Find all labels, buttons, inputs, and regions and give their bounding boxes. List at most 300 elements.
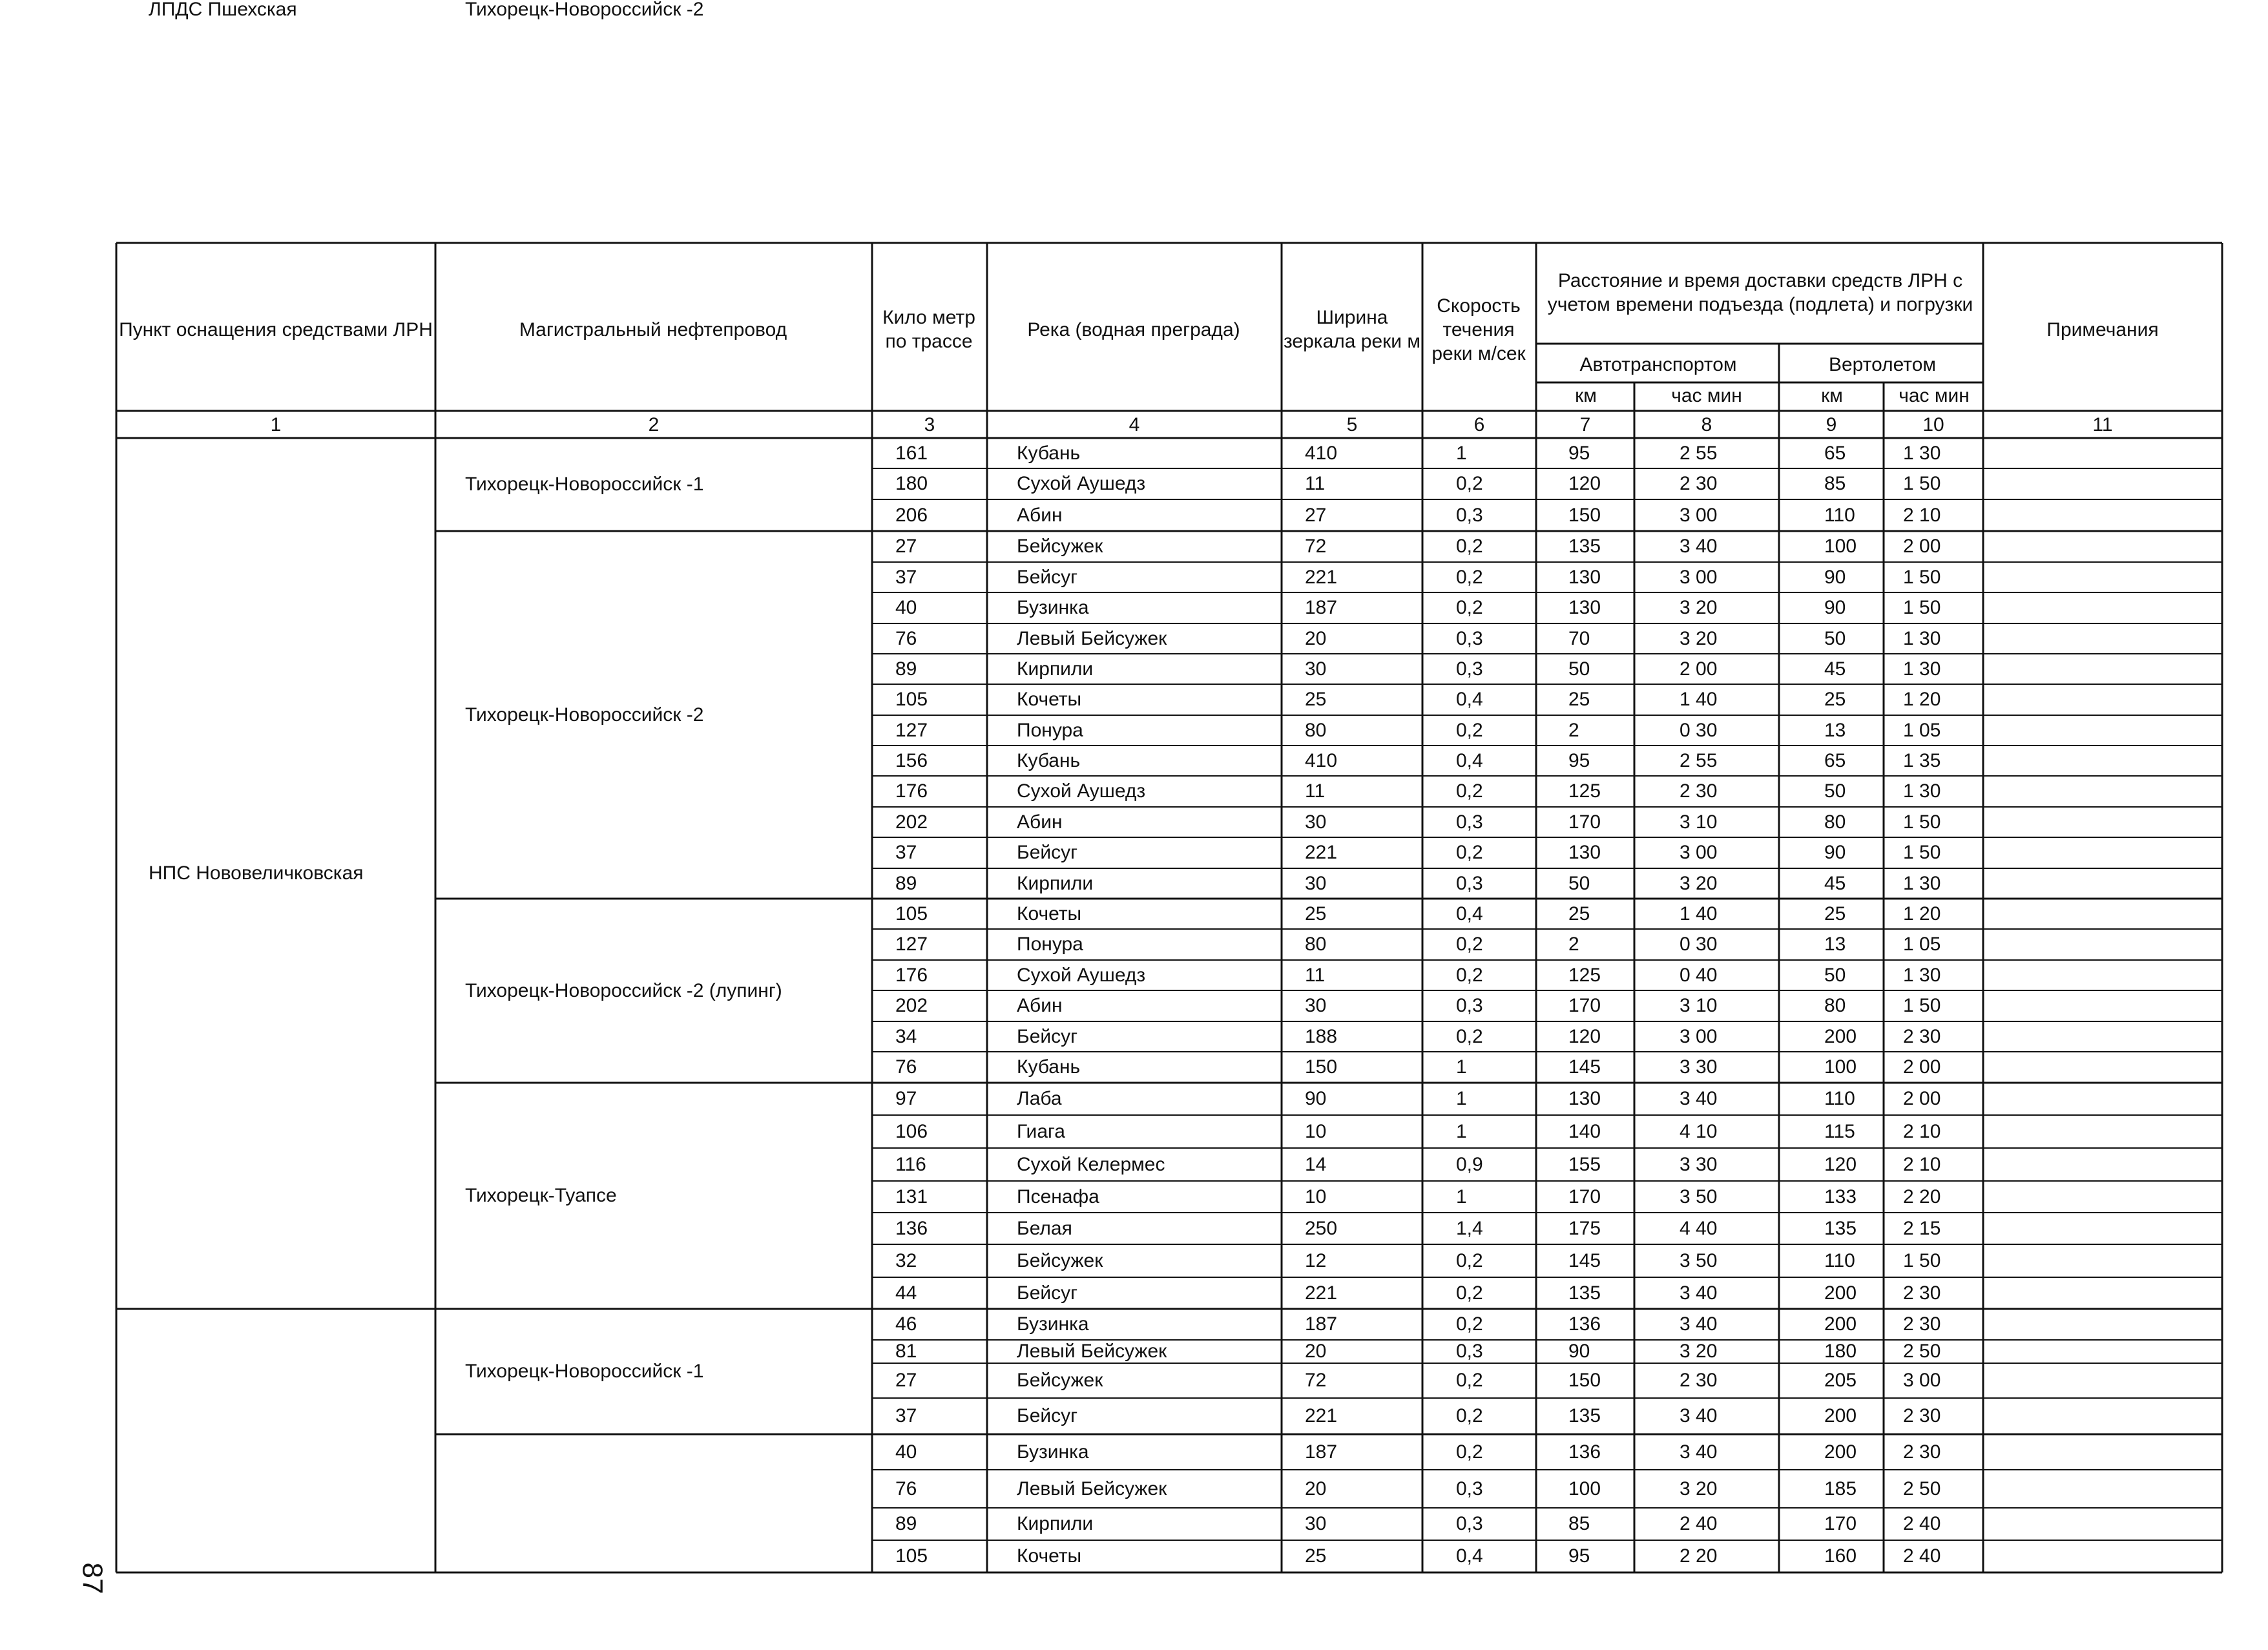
cell-kilometer: 32: [895, 1249, 917, 1271]
cell-time-heli: 2 30: [1903, 1282, 1941, 1304]
cell-time-auto: 2 30: [1680, 473, 1718, 494]
cell-width: 27: [1305, 504, 1327, 526]
cell-speed: 1: [1456, 1120, 1467, 1142]
cell-km-auto: 135: [1568, 1405, 1601, 1426]
cell-width: 25: [1305, 689, 1327, 710]
cell-river: Белая: [1017, 1217, 1072, 1239]
cell-kilometer: 180: [895, 473, 928, 494]
column-number: 1: [270, 413, 282, 435]
cell-kilometer: 76: [895, 627, 917, 649]
cell-time-auto: 3 20: [1680, 627, 1718, 649]
cell-time-auto: 3 40: [1680, 536, 1718, 557]
cell-km-auto: 150: [1568, 504, 1601, 526]
cell-time-heli: 1 20: [1903, 903, 1941, 924]
cell-time-heli: 2 15: [1903, 1217, 1941, 1239]
cell-time-heli: 1 05: [1903, 719, 1941, 741]
cell-width: 14: [1305, 1153, 1327, 1175]
cell-width: 221: [1305, 842, 1338, 863]
cell-km-heli: 200: [1824, 1441, 1857, 1463]
cell-km-heli: 180: [1824, 1341, 1857, 1362]
column-number: 11: [2092, 413, 2113, 435]
cell-width: 30: [1305, 1513, 1327, 1534]
cell-time-heli: 2 10: [1903, 504, 1941, 526]
pipeline-name: Тихорецк-Новороссийск -2 (лупинг): [465, 979, 782, 1001]
cell-kilometer: 156: [895, 749, 928, 771]
cell-time-heli: 1 05: [1903, 934, 1941, 955]
cell-kilometer: 202: [895, 995, 928, 1016]
cell-width: 187: [1305, 597, 1338, 618]
header-km-auto: км: [1575, 384, 1597, 406]
cell-kilometer: 136: [895, 1217, 928, 1239]
cell-km-heli: 13: [1824, 719, 1846, 741]
column-number: 7: [1579, 413, 1591, 435]
cell-time-heli: 1 30: [1903, 872, 1941, 894]
cell-km-auto: 135: [1568, 536, 1601, 557]
header-river: Река (водная преграда): [1027, 319, 1240, 340]
cell-river: Понура: [1017, 719, 1083, 741]
cell-km-heli: 133: [1824, 1185, 1857, 1207]
cell-width: 188: [1305, 1025, 1338, 1047]
cell-kilometer: 27: [895, 1370, 917, 1391]
cell-river: Понура: [1017, 934, 1083, 955]
pipeline-name: Тихорецк-Новороссийск -1: [465, 474, 704, 495]
station-name: ЛПДС Пшехская: [149, 0, 297, 20]
cell-time-auto: 3 40: [1680, 1088, 1718, 1109]
cell-km-auto: 50: [1568, 872, 1590, 894]
cell-river: Кочеты: [1017, 1545, 1082, 1567]
cell-time-heli: 1 50: [1903, 842, 1941, 863]
cell-time-heli: 1 50: [1903, 811, 1941, 833]
cell-time-heli: 1 30: [1903, 780, 1941, 802]
cell-time-heli: 1 30: [1903, 627, 1941, 649]
cell-km-auto: 120: [1568, 473, 1601, 494]
cell-kilometer: 40: [895, 597, 917, 618]
cell-width: 410: [1305, 749, 1338, 771]
cell-kilometer: 127: [895, 719, 928, 741]
cell-width: 80: [1305, 719, 1327, 741]
cell-km-heli: 200: [1824, 1025, 1857, 1047]
cell-time-auto: 3 20: [1680, 1478, 1718, 1499]
cell-width: 221: [1305, 1405, 1338, 1426]
pipeline-name: Тихорецк-Новороссийск -1: [465, 1361, 704, 1382]
cell-time-heli: 2 00: [1903, 536, 1941, 557]
cell-speed: 0,9: [1456, 1153, 1483, 1175]
cell-width: 25: [1305, 1545, 1327, 1567]
cell-km-auto: 125: [1568, 964, 1601, 986]
cell-km-heli: 100: [1824, 536, 1857, 557]
header-time-heli: час мин: [1899, 384, 1970, 406]
cell-river: Кирпили: [1017, 658, 1094, 680]
cell-kilometer: 161: [895, 442, 928, 464]
cell-width: 25: [1305, 903, 1327, 924]
cell-time-auto: 3 30: [1680, 1153, 1718, 1175]
cell-time-heli: 2 50: [1903, 1478, 1941, 1499]
pipeline-name: Тихорецк-Новороссийск -2: [465, 704, 704, 726]
cell-km-auto: 70: [1568, 627, 1590, 649]
cell-time-auto: 2 40: [1680, 1513, 1718, 1534]
cell-km-heli: 100: [1824, 1056, 1857, 1078]
cell-time-auto: 0 30: [1680, 719, 1718, 741]
cell-width: 12: [1305, 1249, 1327, 1271]
cell-speed: 0,3: [1456, 658, 1483, 680]
cell-speed: 0,2: [1456, 473, 1483, 494]
cell-speed: 1: [1456, 1088, 1467, 1109]
cell-time-auto: 3 10: [1680, 811, 1718, 833]
cell-kilometer: 105: [895, 689, 928, 710]
column-number: 4: [1129, 413, 1140, 435]
cell-kilometer: 106: [895, 1120, 928, 1142]
cell-km-auto: 145: [1568, 1249, 1601, 1271]
cell-river: Кубань: [1017, 1056, 1081, 1078]
cell-speed: 0,3: [1456, 995, 1483, 1016]
cell-km-heli: 45: [1824, 658, 1846, 680]
cell-km-auto: 170: [1568, 811, 1601, 833]
cell-time-auto: 3 20: [1680, 872, 1718, 894]
cell-time-auto: 3 30: [1680, 1056, 1718, 1078]
cell-speed: 0,3: [1456, 1341, 1483, 1362]
cell-width: 20: [1305, 1478, 1327, 1499]
cell-width: 187: [1305, 1441, 1338, 1463]
header-station: Пункт оснащения средствами ЛРН: [119, 319, 433, 340]
cell-river: Бейсуг: [1017, 842, 1078, 863]
cell-km-auto: 120: [1568, 1025, 1601, 1047]
pipeline-name: Тихорецк-Туапсе: [465, 1185, 617, 1206]
cell-river: Бейсуг: [1017, 1405, 1078, 1426]
cell-km-heli: 80: [1824, 811, 1846, 833]
cell-km-heli: 50: [1824, 627, 1846, 649]
cell-kilometer: 89: [895, 872, 917, 894]
cell-km-heli: 170: [1824, 1513, 1857, 1534]
cell-kilometer: 44: [895, 1282, 917, 1304]
cell-speed: 0,4: [1456, 1545, 1483, 1567]
cell-time-auto: 3 00: [1680, 842, 1718, 863]
cell-km-heli: 120: [1824, 1153, 1857, 1175]
cell-river: Бузинка: [1017, 1441, 1089, 1463]
cell-speed: 0,4: [1456, 749, 1483, 771]
cell-time-heli: 2 30: [1903, 1405, 1941, 1426]
cell-width: 150: [1305, 1056, 1338, 1078]
header-speed: Скорость течения реки м/сек: [1431, 295, 1526, 364]
column-number: 3: [924, 413, 935, 435]
cell-river: Бейсуг: [1017, 1025, 1078, 1047]
cell-km-auto: 130: [1568, 597, 1601, 618]
cell-km-auto: 136: [1568, 1313, 1601, 1335]
header-km-heli: км: [1821, 384, 1843, 406]
cell-kilometer: 37: [895, 566, 917, 588]
cell-time-heli: 1 50: [1903, 1249, 1941, 1271]
page-number: 87: [76, 1562, 109, 1594]
cell-km-heli: 200: [1824, 1405, 1857, 1426]
cell-time-auto: 2 30: [1680, 780, 1718, 802]
cell-km-heli: 25: [1824, 903, 1846, 924]
cell-kilometer: 105: [895, 1545, 928, 1567]
pipeline-name: Тихорецк-Новороссийск -2: [465, 0, 704, 20]
cell-speed: 0,4: [1456, 689, 1483, 710]
column-number: 5: [1346, 413, 1358, 435]
cell-time-auto: 2 55: [1680, 749, 1718, 771]
cell-time-auto: 4 40: [1680, 1217, 1718, 1239]
cell-width: 11: [1305, 964, 1326, 986]
cell-kilometer: 27: [895, 536, 917, 557]
cell-speed: 0,2: [1456, 719, 1483, 741]
cell-time-auto: 3 20: [1680, 597, 1718, 618]
cell-kilometer: 81: [895, 1341, 917, 1362]
cell-river: Сухой Аушедз: [1017, 780, 1146, 802]
column-number: 9: [1826, 413, 1837, 435]
cell-kilometer: 206: [895, 504, 928, 526]
cell-km-heli: 85: [1824, 473, 1846, 494]
cell-km-heli: 200: [1824, 1313, 1857, 1335]
cell-km-heli: 90: [1824, 597, 1846, 618]
cell-km-auto: 150: [1568, 1370, 1601, 1391]
cell-kilometer: 176: [895, 780, 928, 802]
cell-kilometer: 116: [895, 1153, 926, 1175]
cell-speed: 0,2: [1456, 964, 1483, 986]
cell-km-auto: 125: [1568, 780, 1601, 802]
cell-speed: 0,2: [1456, 597, 1483, 618]
cell-kilometer: 105: [895, 903, 928, 924]
cell-km-heli: 110: [1824, 504, 1855, 526]
cell-river: Кочеты: [1017, 689, 1082, 710]
cell-time-heli: 2 40: [1903, 1513, 1941, 1534]
station-name: НПС Нововеличковская: [149, 862, 364, 884]
cell-km-heli: 50: [1824, 780, 1846, 802]
cell-kilometer: 202: [895, 811, 928, 833]
cell-km-heli: 65: [1824, 749, 1846, 771]
cell-width: 11: [1305, 780, 1326, 802]
cell-time-heli: 1 50: [1903, 566, 1941, 588]
cell-width: 72: [1305, 1370, 1327, 1391]
cell-river: Лаба: [1017, 1088, 1062, 1109]
cell-km-heli: 110: [1824, 1088, 1855, 1109]
column-number: 6: [1473, 413, 1485, 435]
cell-width: 221: [1305, 1282, 1338, 1304]
column-number: 10: [1922, 413, 1944, 435]
cell-km-auto: 155: [1568, 1153, 1601, 1175]
cell-km-auto: 95: [1568, 1545, 1590, 1567]
cell-km-heli: 115: [1824, 1120, 1855, 1142]
cell-km-heli: 135: [1824, 1217, 1857, 1239]
cell-speed: 0,2: [1456, 1370, 1483, 1391]
cell-speed: 0,2: [1456, 1282, 1483, 1304]
header-delivery-group: Расстояние и время доставки средств ЛРН с учетом времени подъезда (подлета) и погрузки: [1547, 270, 1973, 315]
cell-speed: 0,2: [1456, 1313, 1483, 1335]
header-notes: Примечания: [2046, 319, 2159, 340]
cell-width: 20: [1305, 627, 1327, 649]
cell-time-heli: 2 50: [1903, 1341, 1941, 1362]
cell-width: 20: [1305, 1341, 1327, 1362]
cell-river: Бузинка: [1017, 1313, 1089, 1335]
cell-river: Кубань: [1017, 442, 1081, 464]
cell-width: 30: [1305, 995, 1327, 1016]
cell-km-auto: 140: [1568, 1120, 1601, 1142]
cell-river: Бейсуг: [1017, 1282, 1078, 1304]
cell-km-heli: 90: [1824, 842, 1846, 863]
cell-speed: 1,4: [1456, 1217, 1483, 1239]
cell-time-auto: 1 40: [1680, 689, 1718, 710]
cell-km-auto: 2: [1568, 719, 1579, 741]
cell-kilometer: 127: [895, 934, 928, 955]
cell-km-auto: 136: [1568, 1441, 1601, 1463]
cell-time-heli: 3 00: [1903, 1370, 1941, 1391]
cell-river: Кирпили: [1017, 1513, 1094, 1534]
cell-kilometer: 46: [895, 1313, 917, 1335]
cell-kilometer: 37: [895, 842, 917, 863]
cell-time-auto: 3 10: [1680, 995, 1718, 1016]
cell-speed: 0,2: [1456, 1441, 1483, 1463]
cell-time-auto: 3 50: [1680, 1249, 1718, 1271]
cell-time-auto: 3 50: [1680, 1185, 1718, 1207]
cell-km-heli: 45: [1824, 872, 1846, 894]
cell-kilometer: 89: [895, 1513, 917, 1534]
cell-kilometer: 97: [895, 1088, 917, 1109]
cell-time-heli: 1 50: [1903, 995, 1941, 1016]
cell-time-auto: 3 00: [1680, 1025, 1718, 1047]
header-width: Ширина зеркала реки м: [1284, 307, 1420, 352]
cell-speed: 0,2: [1456, 536, 1483, 557]
cell-time-heli: 1 50: [1903, 473, 1941, 494]
cell-time-auto: 3 40: [1680, 1313, 1718, 1335]
cell-time-heli: 2 20: [1903, 1185, 1941, 1207]
cell-river: Бейсужек: [1017, 1249, 1103, 1271]
header-auto: Автотранспортом: [1579, 353, 1737, 375]
cell-speed: 0,2: [1456, 1249, 1483, 1271]
cell-km-auto: 95: [1568, 749, 1590, 771]
cell-width: 187: [1305, 1313, 1338, 1335]
cell-time-heli: 2 00: [1903, 1056, 1941, 1078]
cell-river: Сухой Келермес: [1017, 1153, 1165, 1175]
cell-river: Левый Бейсужек: [1017, 1478, 1167, 1499]
cell-width: 250: [1305, 1217, 1338, 1239]
cell-km-auto: 90: [1568, 1341, 1590, 1362]
cell-time-heli: 1 20: [1903, 689, 1941, 710]
cell-speed: 0,2: [1456, 780, 1483, 802]
cell-river: Сухой Аушедз: [1017, 964, 1146, 986]
cell-km-heli: 200: [1824, 1282, 1857, 1304]
cell-time-auto: 2 30: [1680, 1370, 1718, 1391]
cell-km-heli: 160: [1824, 1545, 1857, 1567]
cell-width: 30: [1305, 658, 1327, 680]
cell-river: Гиага: [1017, 1120, 1065, 1142]
cell-time-heli: 2 10: [1903, 1153, 1941, 1175]
cell-speed: 0,3: [1456, 872, 1483, 894]
cell-speed: 1: [1456, 442, 1467, 464]
cell-time-heli: 2 30: [1903, 1025, 1941, 1047]
cell-time-auto: 0 40: [1680, 964, 1718, 986]
cell-time-auto: 0 30: [1680, 934, 1718, 955]
cell-km-heli: 110: [1824, 1249, 1855, 1271]
cell-speed: 0,3: [1456, 1478, 1483, 1499]
cell-river: Сухой Аушедз: [1017, 473, 1146, 494]
cell-speed: 0,2: [1456, 1025, 1483, 1047]
cell-river: Абин: [1017, 811, 1063, 833]
cell-speed: 0,3: [1456, 1513, 1483, 1534]
cell-km-heli: 185: [1824, 1478, 1857, 1499]
cell-time-heli: 1 35: [1903, 749, 1941, 771]
cell-time-auto: 3 40: [1680, 1441, 1718, 1463]
cell-time-auto: 3 20: [1680, 1341, 1718, 1362]
cell-time-heli: 2 30: [1903, 1313, 1941, 1335]
cell-speed: 0,2: [1456, 1405, 1483, 1426]
cell-km-auto: 145: [1568, 1056, 1601, 1078]
cell-river: Абин: [1017, 504, 1063, 526]
cell-km-auto: 170: [1568, 995, 1601, 1016]
cell-km-auto: 130: [1568, 1088, 1601, 1109]
cell-river: Левый Бейсужек: [1017, 627, 1167, 649]
cell-time-heli: 2 40: [1903, 1545, 1941, 1567]
column-number: 2: [648, 413, 660, 435]
cell-time-auto: 2 55: [1680, 442, 1718, 464]
cell-km-heli: 25: [1824, 689, 1846, 710]
cell-river: Кочеты: [1017, 903, 1082, 924]
cell-time-heli: 2 30: [1903, 1441, 1941, 1463]
cell-km-auto: 100: [1568, 1478, 1601, 1499]
cell-width: 90: [1305, 1088, 1327, 1109]
cell-speed: 0,3: [1456, 504, 1483, 526]
cell-km-heli: 50: [1824, 964, 1846, 986]
cell-kilometer: 76: [895, 1056, 917, 1078]
cell-km-heli: 90: [1824, 566, 1846, 588]
cell-time-auto: 1 40: [1680, 903, 1718, 924]
cell-width: 80: [1305, 934, 1327, 955]
cell-time-heli: 1 30: [1903, 658, 1941, 680]
cell-width: 10: [1305, 1120, 1327, 1142]
cell-time-auto: 3 00: [1680, 504, 1718, 526]
cell-time-heli: 1 50: [1903, 597, 1941, 618]
column-number: 8: [1701, 413, 1712, 435]
cell-time-auto: 4 10: [1680, 1120, 1718, 1142]
cell-river: Кирпили: [1017, 872, 1094, 894]
cell-km-auto: 135: [1568, 1282, 1601, 1304]
cell-time-heli: 1 30: [1903, 964, 1941, 986]
cell-speed: 0,3: [1456, 627, 1483, 649]
cell-kilometer: 37: [895, 1405, 917, 1426]
cell-time-auto: 2 20: [1680, 1545, 1718, 1567]
cell-km-auto: 130: [1568, 842, 1601, 863]
cell-kilometer: 76: [895, 1478, 917, 1499]
cell-time-auto: 3 40: [1680, 1282, 1718, 1304]
cell-time-heli: 2 10: [1903, 1120, 1941, 1142]
header-kilometer: Кило метр по трассе: [882, 307, 975, 352]
cell-km-heli: 80: [1824, 995, 1846, 1016]
cell-river: Бузинка: [1017, 597, 1089, 618]
cell-km-auto: 170: [1568, 1185, 1601, 1207]
cell-kilometer: 40: [895, 1441, 917, 1463]
cell-width: 72: [1305, 536, 1327, 557]
cell-width: 410: [1305, 442, 1338, 464]
header-pipeline: Магистральный нефтепровод: [519, 319, 787, 340]
cell-river: Абин: [1017, 995, 1063, 1016]
cell-time-auto: 2 00: [1680, 658, 1718, 680]
cell-river: Псенафа: [1017, 1185, 1099, 1207]
cell-speed: 0,4: [1456, 903, 1483, 924]
cell-speed: 0,2: [1456, 934, 1483, 955]
cell-speed: 0,3: [1456, 811, 1483, 833]
cell-km-auto: 130: [1568, 566, 1601, 588]
cell-width: 10: [1305, 1185, 1327, 1207]
cell-river: Бейсуг: [1017, 566, 1078, 588]
header-heli: Вертолетом: [1828, 353, 1937, 375]
cell-km-auto: 50: [1568, 658, 1590, 680]
cell-time-heli: 1 30: [1903, 442, 1941, 464]
cell-km-auto: 25: [1568, 689, 1590, 710]
cell-speed: 0,2: [1456, 842, 1483, 863]
cell-width: 30: [1305, 811, 1327, 833]
cell-speed: 1: [1456, 1185, 1467, 1207]
cell-km-auto: 85: [1568, 1513, 1590, 1534]
cell-river: Кубань: [1017, 749, 1081, 771]
cell-km-heli: 13: [1824, 934, 1846, 955]
